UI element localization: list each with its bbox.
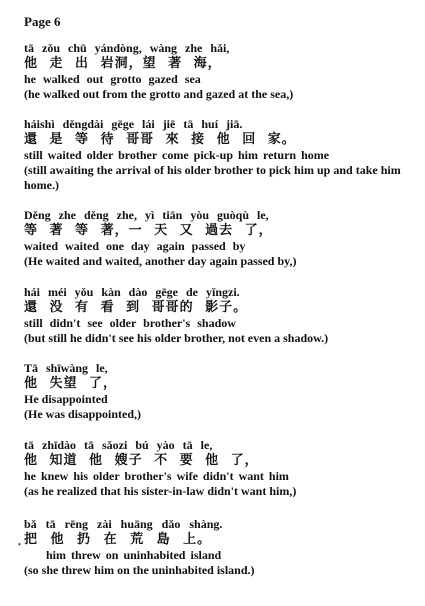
- pinyin-line: bǎ tā rēng zài huāng dǎo shàng.: [24, 517, 223, 531]
- gloss-line: him threw on uninhabited island: [46, 548, 222, 562]
- pinyin-line: hái méi yǒu kàn dào gēge de yǐngzi.: [24, 285, 240, 299]
- gloss-line: he walked out grotto gazed sea: [24, 72, 201, 86]
- pinyin-line: tā zǒu chū yándòng, wàng zhe hǎi,: [24, 41, 230, 55]
- gloss-line: still didn't see older brother's shadow: [24, 316, 236, 330]
- passage-section: [24, 361, 419, 422]
- hanzi-line: 他 知道 他 嫂子 不 要 他 了，: [24, 453, 259, 468]
- scan-speck: •: [18, 540, 21, 549]
- passage-section: [24, 517, 419, 578]
- gloss-line: He disappointed: [24, 392, 108, 406]
- translation-line: (He waited and waited, another day again passed by,): [24, 254, 297, 268]
- pinyin-line: háishì děngdài gēge lái jiē tā huí jiā.: [24, 117, 243, 131]
- translation-line: (so she threw him on the uninhabited island.): [24, 563, 255, 577]
- gloss-line: still waited older brother come pick-up him return home: [24, 148, 330, 162]
- passage-section: [24, 208, 419, 269]
- pinyin-line: tā zhīdào tā sǎozi bú yào tā le,: [24, 438, 213, 452]
- translation-line: (as he realized that his sister-in-law didn't want him,): [24, 484, 297, 498]
- gloss-line: he knew his older brother's wife didn't want him: [24, 469, 289, 483]
- hanzi-line: 他 失望 了，: [24, 376, 118, 391]
- hanzi-line: 把 他 扔 在 荒 島 上。: [24, 532, 212, 547]
- translation-line: (he walked out from the grotto and gazed at the sea,): [24, 87, 294, 101]
- hanzi-line: 還 是 等 待 哥哥 來 接 他 回 家。: [24, 132, 296, 147]
- passage-section: [24, 41, 419, 102]
- translation-line: (still awaiting the arrival of his older brother to pick him up and take him home.): [24, 163, 401, 192]
- page-number-label: Page 6: [24, 14, 61, 29]
- translation-line: (He was disappointed,): [24, 407, 142, 421]
- gloss-line: waited waited one day again passed by: [24, 239, 246, 253]
- pinyin-line: Děng zhe děng zhe, yì tiān yòu guòqù le,: [24, 208, 269, 222]
- translation-line: (but still he didn't see his older brother, not even a shadow.): [24, 331, 329, 345]
- hanzi-line: 他 走 出 岩洞，望 著 海，: [24, 56, 222, 71]
- pinyin-line: Tā shīwàng le,: [24, 361, 108, 375]
- passage-section: [24, 285, 419, 346]
- hanzi-line: 還 没 有 看 到 哥哥的 影子。: [24, 300, 248, 315]
- hanzi-line: 等 著 等 著，一 天 又 過去 了，: [24, 223, 273, 238]
- passage-section: [24, 438, 419, 499]
- passage-section: [24, 117, 419, 193]
